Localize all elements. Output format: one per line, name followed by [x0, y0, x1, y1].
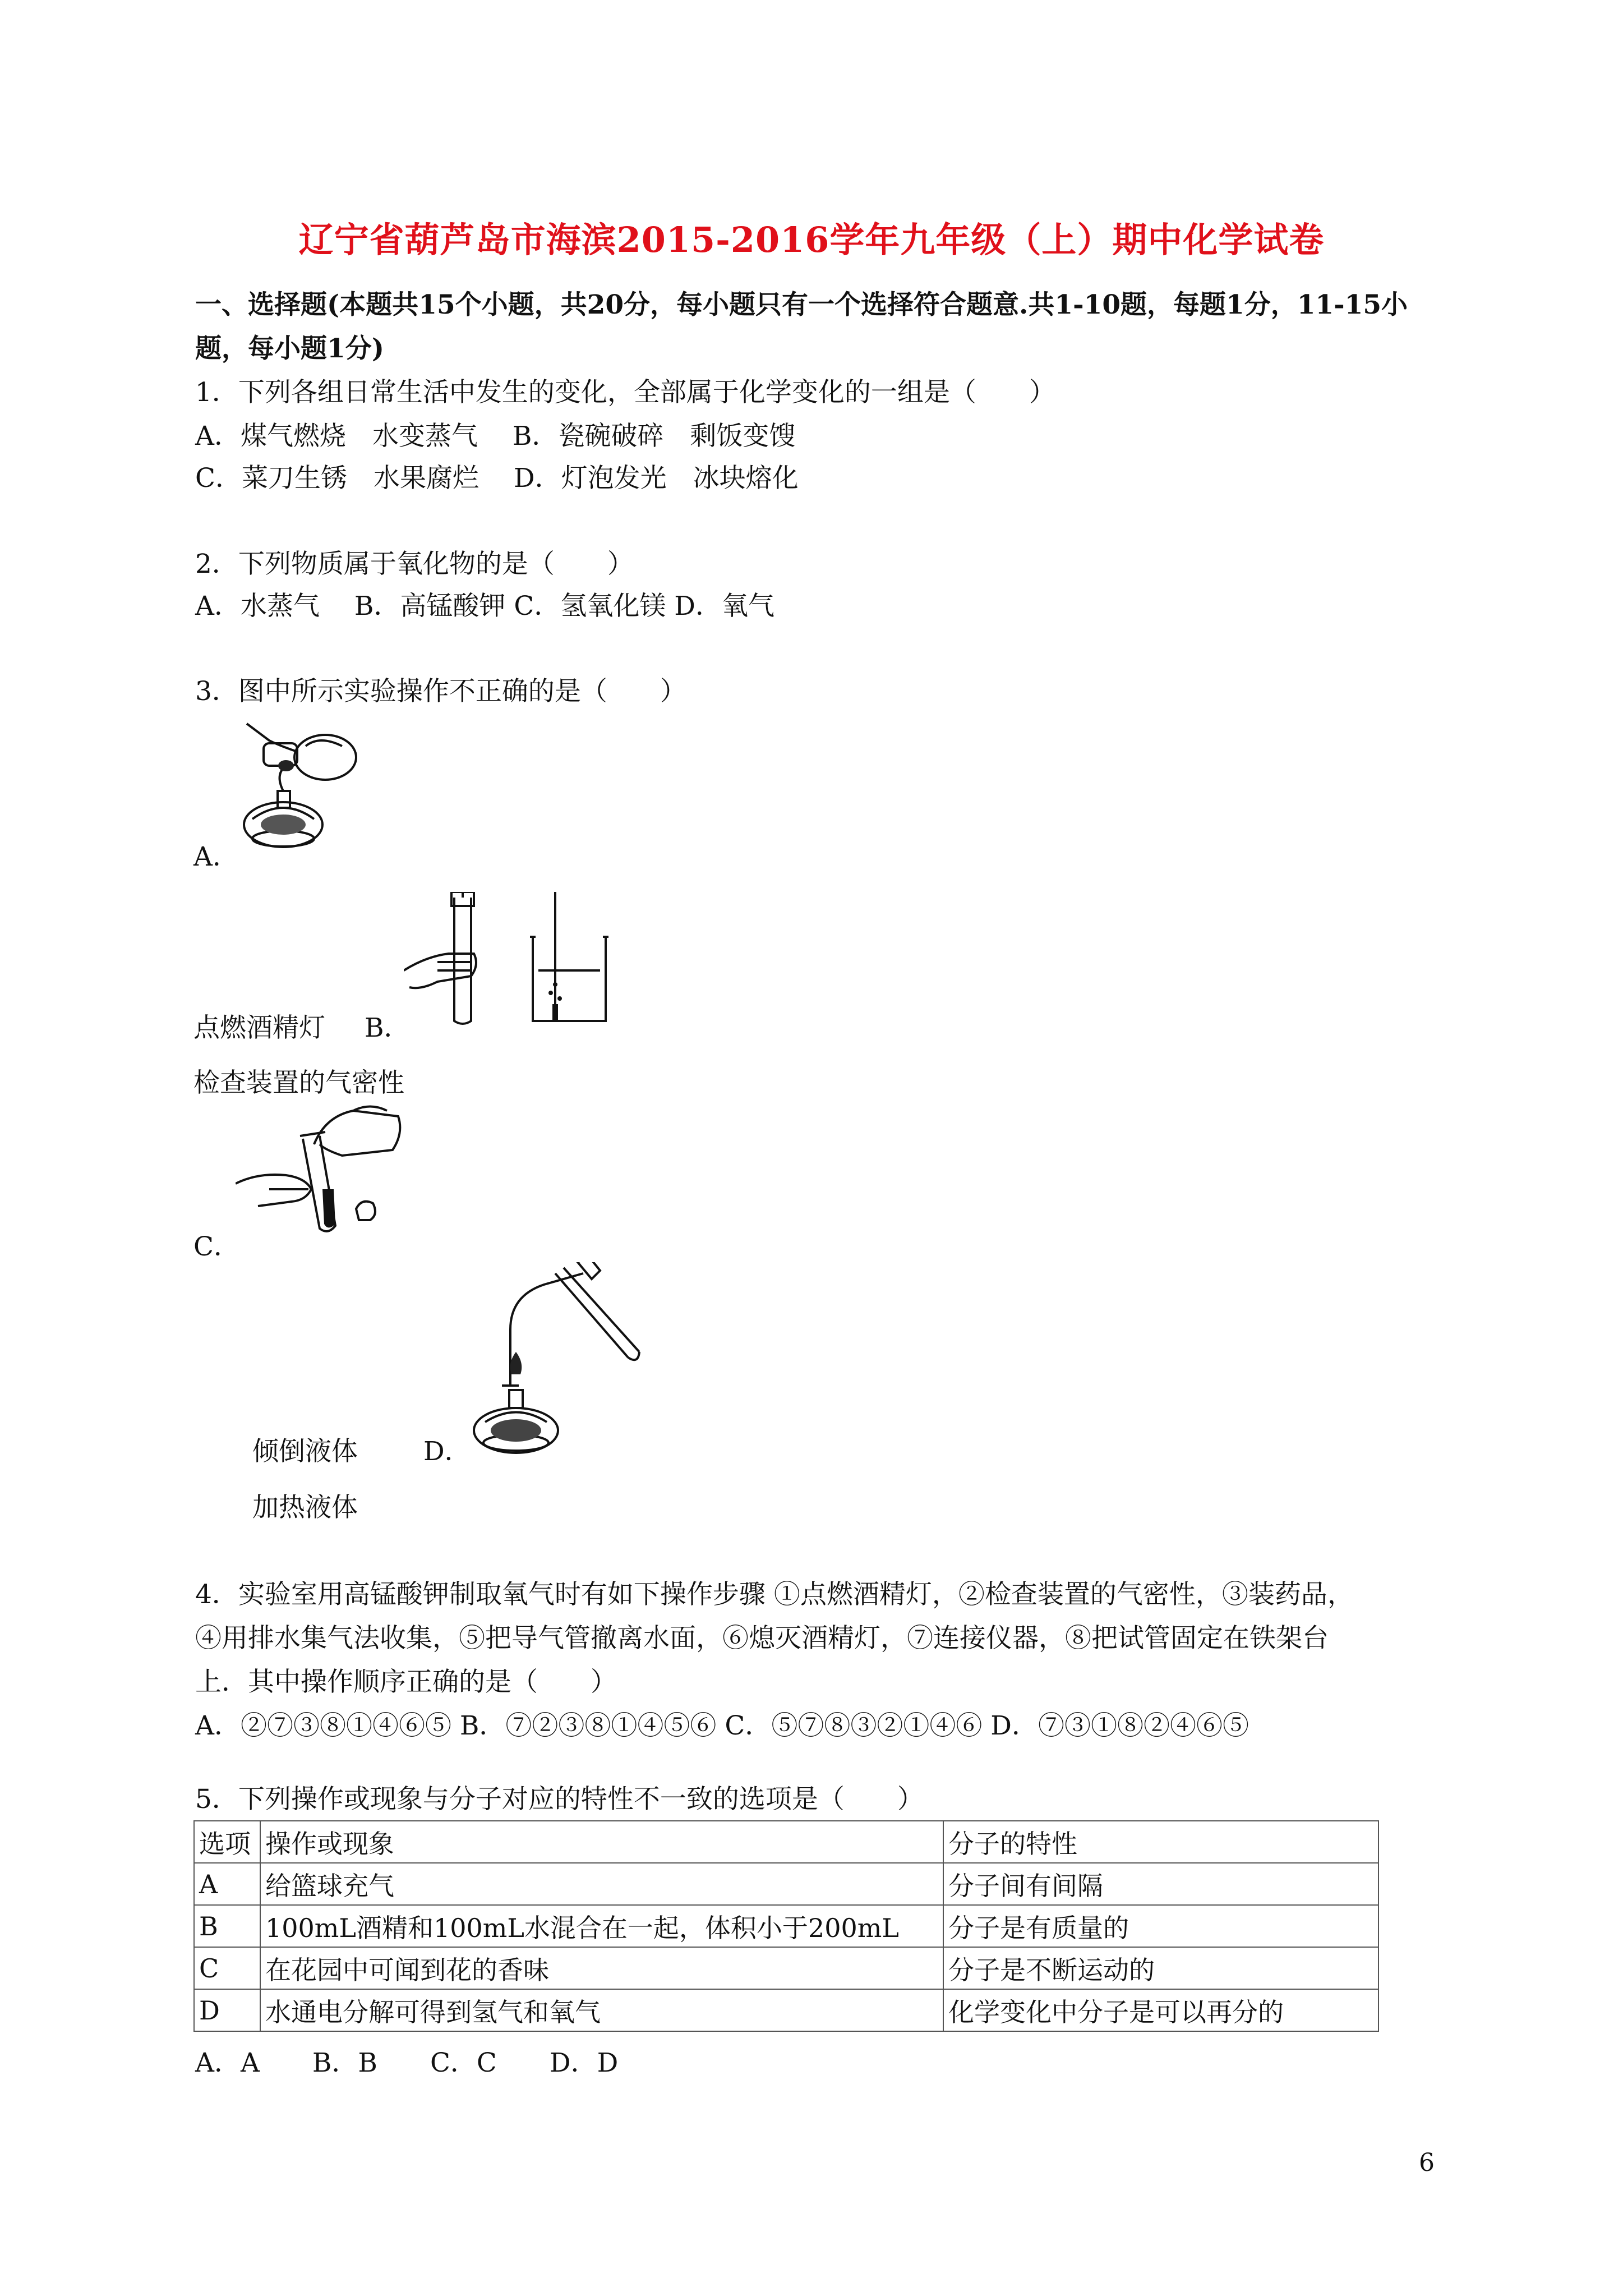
alcohol-lamp-lighting-figure — [230, 712, 376, 853]
section-heading: 一、选择题(本题共15个小题，共20分，每小题只有一个选择符合题意.共1-10题，每题1分，11-15小题，每小题1分) — [195, 289, 1408, 364]
airtightness-check-figure — [404, 892, 617, 1027]
heating-liquid-figure — [460, 1262, 662, 1458]
option-d-caption: 加热液体 — [252, 1492, 358, 1523]
table-cell: 水通电分解可得到氢气和氧气 — [260, 1989, 943, 2031]
question-2-options: A．水蒸气 B．高锰酸钾 C．氢氧化镁 D．氧气 — [195, 591, 774, 622]
question-5-options: A．A B．B C．C D．D — [195, 2047, 619, 2078]
option-b-caption: 检查装置的气密性 — [193, 1068, 404, 1098]
table-row — [194, 1863, 1378, 1905]
question-4-options: A．②⑦③⑧①④⑥⑤ B．⑦②③⑧①④⑤⑥ C．⑤⑦⑧③②①④⑥ D．⑦③①⑧②④⑥⑤ — [195, 1710, 1249, 1741]
table-row — [194, 1905, 1378, 1947]
option-c-caption: 倾倒液体 — [252, 1436, 358, 1467]
table-cell: 分子间有间隔 — [943, 1863, 1378, 1905]
question-1-stem: 1．下列各组日常生活中发生的变化，全部属于化学变化的一组是（ ） — [195, 377, 1055, 408]
table-cell: 100mL酒精和100mL水混合在一起，体积小于200mL — [260, 1905, 943, 1947]
pouring-liquid-figure — [236, 1105, 426, 1240]
table-cell: 分子是不断运动的 — [943, 1947, 1378, 1989]
question-5-table — [193, 1820, 1379, 2032]
table-header-row — [194, 1821, 1378, 1863]
option-d-label: D． — [423, 1436, 471, 1467]
question-3-stem: 3．图中所示实验操作不正确的是（ ） — [195, 676, 686, 707]
table-cell: 给篮球充气 — [260, 1863, 943, 1905]
table-cell: C — [194, 1947, 260, 1989]
table-cell: B — [194, 1905, 260, 1947]
option-c-label: C． — [193, 1231, 240, 1262]
table-cell: 在花园中可闻到花的香味 — [260, 1947, 943, 1989]
question-2-stem: 2．下列物质属于氧化物的是（ ） — [195, 549, 634, 579]
question-4-line-3: 上．其中操作顺序正确的是（ ） — [195, 1667, 617, 1697]
table-header-cell: 操作或现象 — [260, 1821, 943, 1863]
option-a-caption: 点燃酒精灯 — [193, 1013, 325, 1043]
option-a-label: A． — [193, 841, 239, 872]
table-cell: A — [194, 1863, 260, 1905]
table-cell: D — [194, 1989, 260, 2031]
question-1-options-ab: A．煤气燃烧 水变蒸气 B．瓷碗破碎 剩饭变馊 — [195, 421, 796, 452]
table-cell: 分子是有质量的 — [943, 1905, 1378, 1947]
table-row — [194, 1947, 1378, 1989]
question-1-options-cd: C．菜刀生锈 水果腐烂 D．灯泡发光 冰块熔化 — [195, 463, 799, 494]
table-row — [194, 1989, 1378, 2031]
question-5-stem: 5．下列操作或现象与分子对应的特性不一致的选项是（ ） — [195, 1784, 924, 1815]
table-header-cell: 选项 — [194, 1821, 260, 1863]
page-title: 辽宁省葫芦岛市海滨2015-2016学年九年级（上）期中化学试卷 — [298, 219, 1325, 260]
table-cell: 化学变化中分子是可以再分的 — [943, 1989, 1378, 2031]
question-4-line-2: ④用排水集气法收集，⑤把导气管撤离水面，⑥熄灭酒精灯，⑦连接仪器，⑧把试管固定在铁架台 — [195, 1623, 1329, 1654]
question-4-line-1: 4．实验室用高锰酸钾制取氧气时有如下操作步骤 ①点燃酒精灯，②检查装置的气密性，③装药品， — [195, 1579, 1354, 1610]
option-b-label: B． — [365, 1013, 411, 1043]
table-header-cell: 分子的特性 — [943, 1821, 1378, 1863]
page-number: 6 — [1419, 2148, 1435, 2177]
